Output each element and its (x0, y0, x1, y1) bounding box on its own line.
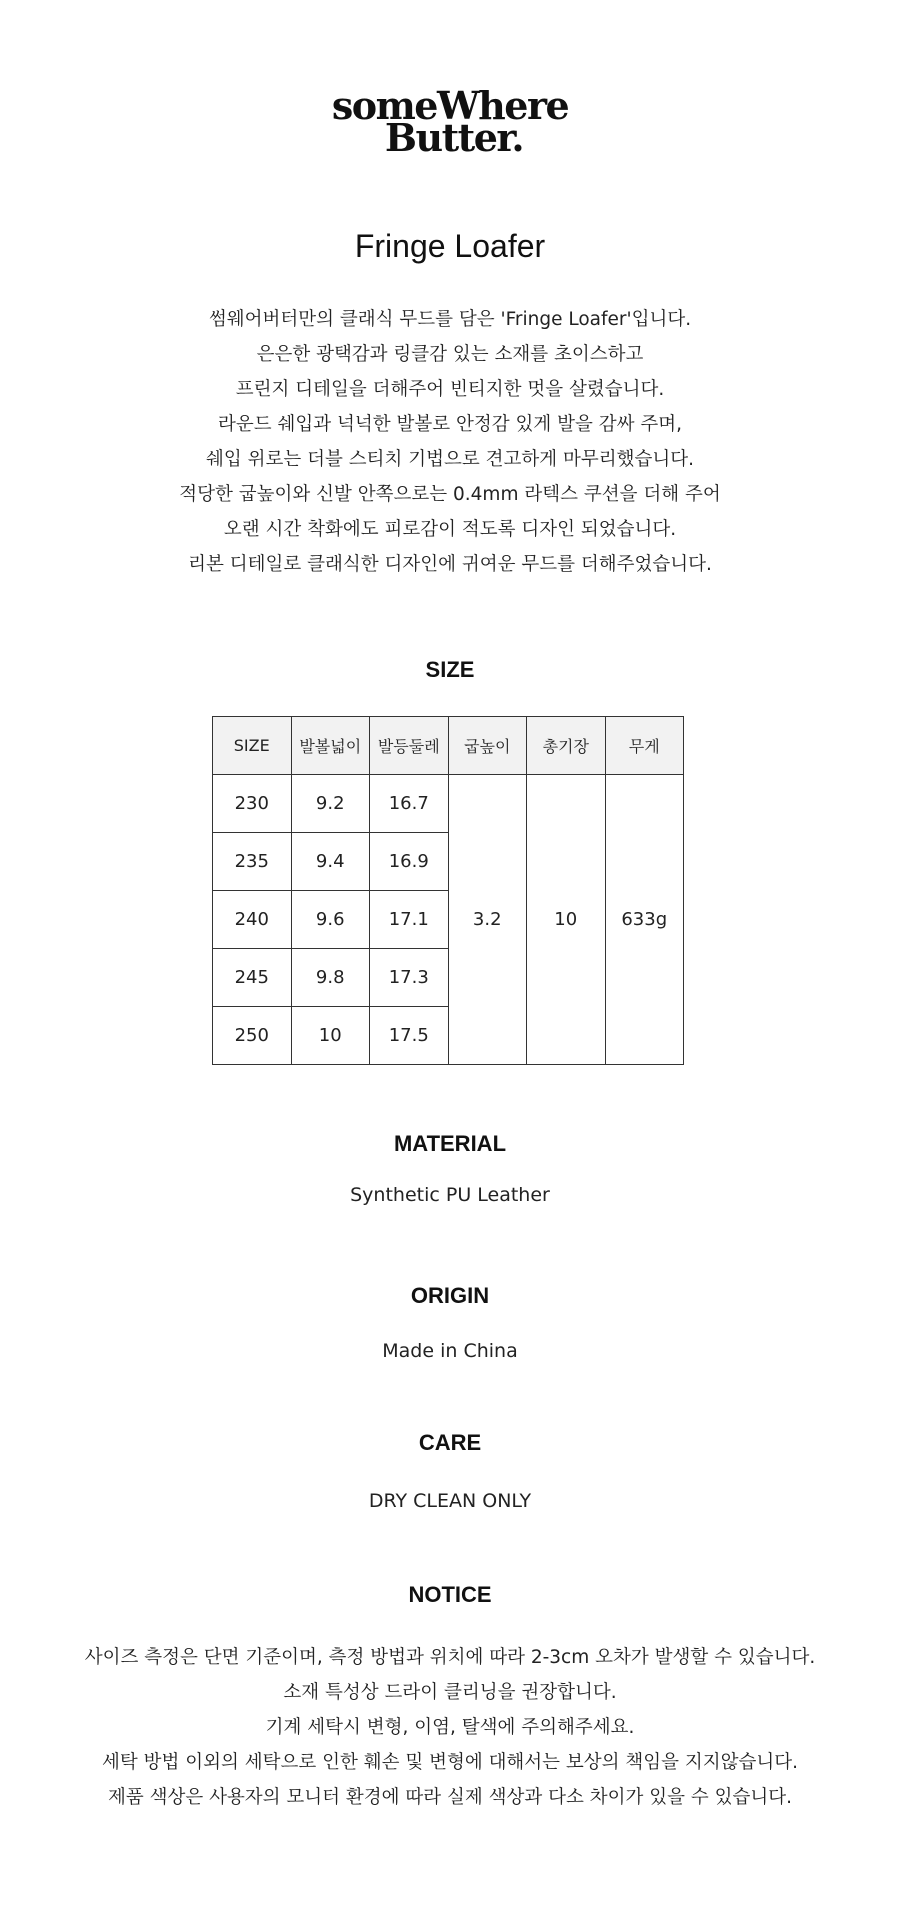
column-header: 무게 (605, 717, 684, 775)
heel-height-cell: 3.2 (448, 775, 527, 1065)
notice-line: 사이즈 측정은 단면 기준이며, 측정 방법과 위치에 따라 2-3cm 오차가 발생할 수 있습니다. (84, 1647, 816, 1668)
notice-line: 제품 색상은 사용자의 모니터 환경에 따라 실제 색상과 다소 차이가 있을 수 있습니다. (107, 1787, 793, 1808)
origin-value: Made in China (382, 1340, 518, 1362)
size-table-header (213, 717, 684, 775)
instep-cell: 17.3 (370, 949, 449, 1007)
size-table (212, 716, 684, 1065)
size-heading: SIZE (425, 657, 475, 682)
material-heading: MATERIAL (393, 1131, 507, 1156)
size-cell: 230 (213, 775, 292, 833)
product-title: Fringe Loafer (354, 228, 546, 264)
column-header: 발볼넓이 (291, 717, 370, 775)
ball-width-cell: 9.4 (291, 833, 370, 891)
brand-logo (0, 83, 900, 160)
description-line: 은은한 광택감과 링클감 있는 소재를 초이스하고 (256, 344, 644, 365)
description-line: 리본 디테일로 클래식한 디자인에 귀여운 무드를 더해주었습니다. (188, 554, 712, 575)
size-cell: 235 (213, 833, 292, 891)
column-header: 발등둘레 (370, 717, 449, 775)
notice-heading: NOTICE (408, 1582, 492, 1607)
column-header: SIZE (213, 717, 292, 775)
ball-width-cell: 9.2 (291, 775, 370, 833)
notice-line: 기계 세탁시 변형, 이염, 탈색에 주의해주세요. (265, 1717, 635, 1738)
column-header: 굽높이 (448, 717, 527, 775)
size-cell: 245 (213, 949, 292, 1007)
ball-width-cell: 9.8 (291, 949, 370, 1007)
table-row (213, 775, 684, 833)
product-description (0, 302, 900, 582)
size-cell: 250 (213, 1007, 292, 1065)
total-length-cell: 10 (527, 775, 606, 1065)
weight-cell: 633g (605, 775, 684, 1065)
brand-logo-line2: Butter. (384, 115, 524, 160)
ball-width-cell: 9.6 (291, 891, 370, 949)
size-cell: 240 (213, 891, 292, 949)
description-line: 프린지 디테일을 더해주어 빈티지한 멋을 살렸습니다. (235, 379, 665, 400)
ball-width-cell: 10 (291, 1007, 370, 1065)
care-value: DRY CLEAN ONLY (368, 1490, 532, 1512)
material-value: Synthetic PU Leather (350, 1184, 550, 1206)
instep-cell: 17.1 (370, 891, 449, 949)
description-line: 라운드 쉐입과 넉넉한 발볼로 안정감 있게 발을 감싸 주며, (218, 414, 682, 435)
description-line: 썸웨어버터만의 클래식 무드를 담은 'Fringe Loafer'입니다. (208, 309, 692, 330)
notice-line: 소재 특성상 드라이 클리닝을 권장합니다. (283, 1682, 617, 1703)
brand-logo-line1: someWhere (331, 83, 569, 128)
description-line: 쉐입 위로는 더블 스티치 기법으로 견고하게 마무리했습니다. (206, 449, 694, 470)
instep-cell: 17.5 (370, 1007, 449, 1065)
care-heading: CARE (418, 1430, 482, 1455)
instep-cell: 16.7 (370, 775, 449, 833)
column-header: 총기장 (527, 717, 606, 775)
notice-list (0, 1640, 900, 1815)
instep-cell: 16.9 (370, 833, 449, 891)
description-line: 적당한 굽높이와 신발 안쪽으로는 0.4mm 라텍스 쿠션을 더해 주어 (179, 484, 721, 505)
origin-heading: ORIGIN (410, 1283, 490, 1308)
description-line: 오랜 시간 착화에도 피로감이 적도록 디자인 되었습니다. (223, 519, 677, 540)
notice-line: 세탁 방법 이외의 세탁으로 인한 훼손 및 변형에 대해서는 보상의 책임을 지지않습니다. (101, 1752, 799, 1773)
